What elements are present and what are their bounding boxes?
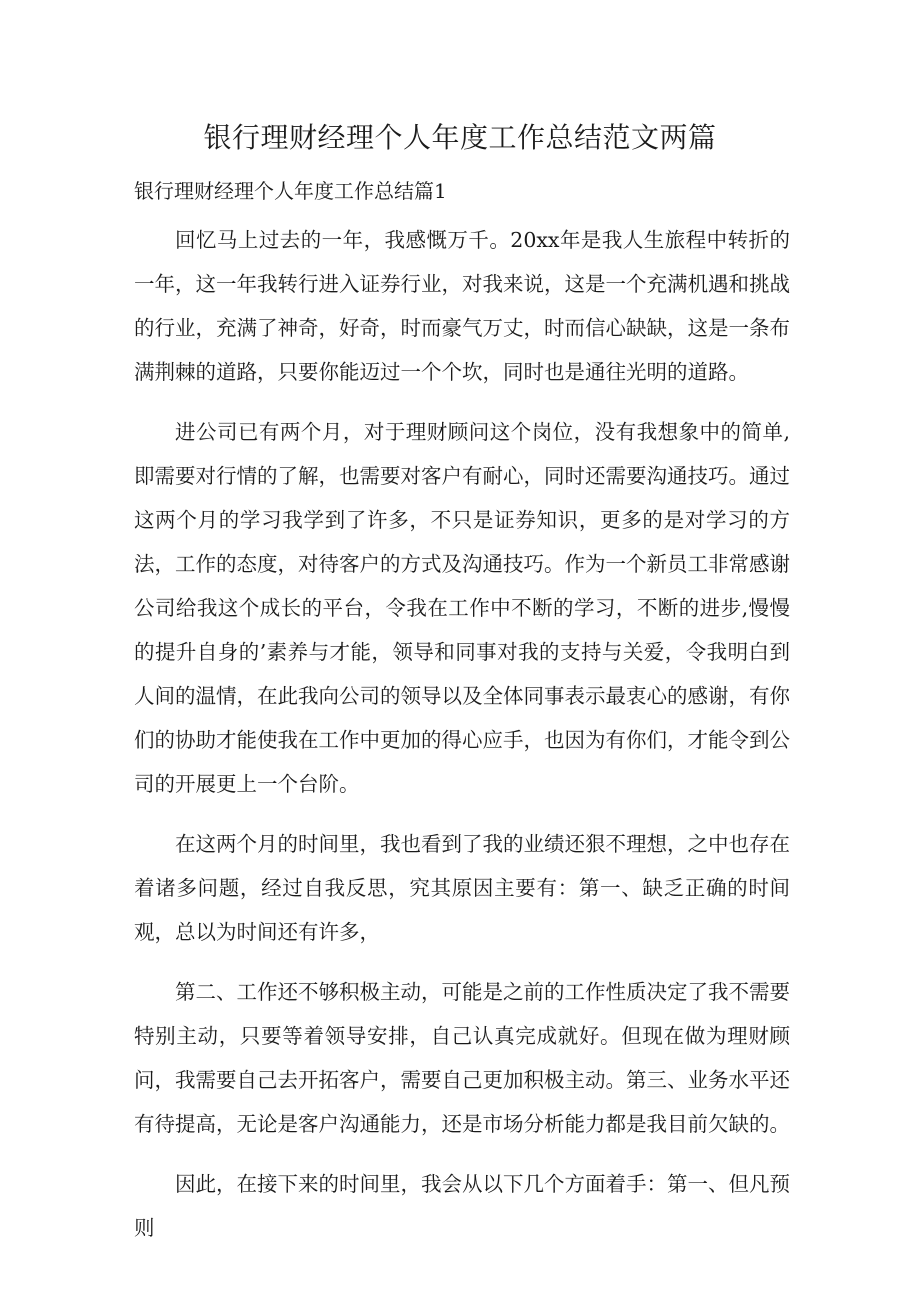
paragraph-1: 回忆马上过去的一年，我感慨万千。20xx年是我人生旅程中转折的一年，这一年我转行进入证券行业，对我来说，这是一个充满机遇和挑战的行业，充满了神奇，好奇，时而豪气万丈，时而信心缺缺，这是一条布满荆棘的道路，只要你能迈过一个个坎，同时也是通往光明的道路。 bbox=[134, 228, 790, 384]
document-body bbox=[134, 218, 790, 1266]
document-title: 银行理财经理个人年度工作总结范文两篇 bbox=[203, 121, 717, 154]
paragraph-2: 进公司已有两个月，对于理财顾问这个岗位，没有我想象中的简单,即需要对行情的了解，也需要对客户有耐心，同时还需要沟通技巧。通过这两个月的学习我学到了许多，不只是证券知识，更多的是对学习的方法，工作的态度，对待客户的方式及沟通技巧。作为一个新员工非常感谢公司给我这个成长的平台，令我在工作中不断的学习，不断的进步,慢慢的提升自身的’素养与才能，领导和同事对我的支持与关爱，令我明白到人间的温情，在此我向公司的领导以及全体同事表示最衷心的感谢，有你们的协助才能使我在工作中更加的得心应手，也因为有你们，才能令到公司的开展更上一个台阶。 bbox=[134, 420, 790, 796]
paragraph-3: 在这两个月的时间里，我也看到了我的业绩还狠不理想，之中也存在着诸多问题，经过自我反思，究其原因主要有：第一、缺乏正确的时间观，总以为时间还有许多， bbox=[134, 832, 790, 944]
paragraph-5: 因此，在接下来的时间里，我会从以下几个方面着手：第一、但凡预则 bbox=[134, 1172, 790, 1240]
section-heading: 银行理财经理个人年度工作总结篇1 bbox=[134, 179, 447, 203]
paragraph-4: 第二、工作还不够积极主动，可能是之前的工作性质决定了我不需要特别主动，只要等着领导安排，自己认真完成就好。但现在做为理财顾问，我需要自己去开拓客户，需要自己更加积极主动。第三、业务水平还有待提高，无论是客户沟通能力，还是市场分析能力都是我目前欠缺的。 bbox=[134, 980, 790, 1136]
